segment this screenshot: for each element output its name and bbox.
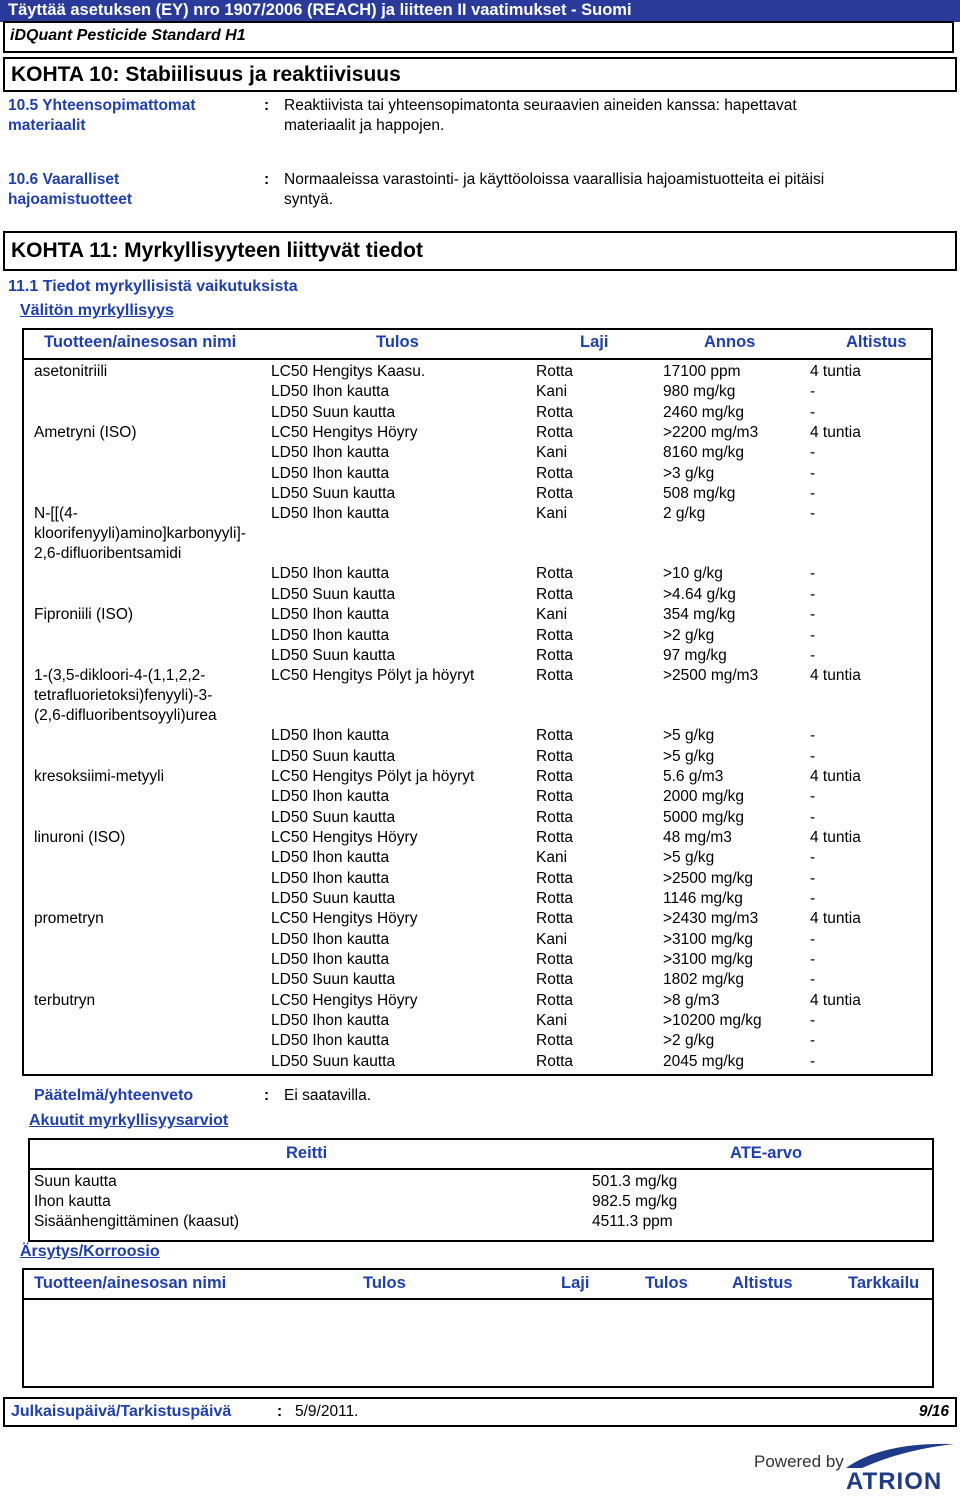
cell-tulos: LD50 Suun kautta: [271, 890, 396, 907]
cell-tulos: LD50 Ihon kautta: [271, 727, 390, 745]
ate-value: 501.3 mg/kg: [592, 1173, 678, 1190]
col-header-annos: Annos: [704, 333, 756, 351]
cell-altistus: 4 tuntia: [810, 363, 861, 380]
ate-route-list: [34, 1172, 239, 1232]
cell-annos: >2 g/kg: [663, 626, 715, 644]
cell-laji: Rotta: [536, 808, 574, 826]
cell-tulos: LD50 Suun kautta: [271, 808, 396, 826]
cell-annos: >5 g/kg: [663, 849, 715, 867]
powered-by-text: Powered by: [754, 1452, 844, 1471]
cell-laji: Rotta: [536, 565, 574, 583]
cell-tulos: LD50 Ihon kautta: [271, 1012, 390, 1030]
cell-tulos: LD50 Ihon kautta: [271, 606, 390, 624]
cell-annos: 1802 mg/kg: [663, 971, 744, 989]
cell-annos: >3100 mg/kg: [663, 951, 754, 969]
cell-laji: Kani: [536, 444, 568, 462]
section11-title: KOHTA 11: Myrkyllisyyteen liittyvät tiedot: [3, 231, 957, 271]
cell-altistus: -: [810, 849, 816, 867]
cell-annos: 2 g/kg: [663, 505, 706, 523]
cell-laji: Rotta: [536, 828, 574, 846]
s10-6-colon: :: [264, 171, 270, 188]
cell-tulos: LD50 Ihon kautta: [271, 849, 390, 867]
cell-laji: Kani: [536, 505, 568, 523]
cell-laji: Kani: [536, 1012, 568, 1030]
cell-laji: Kani: [536, 849, 568, 867]
cell-altistus: 4 tuntia: [810, 767, 861, 785]
cell-laji: Kani: [536, 930, 568, 948]
cell-laji: Rotta: [536, 464, 574, 482]
cell-laji: Rotta: [536, 646, 574, 664]
irr-header-tarkkailu: Tarkkailu: [848, 1274, 920, 1292]
substance-name-line: N-[[(4-: [34, 505, 78, 523]
cell-annos: 2000 mg/kg: [663, 788, 744, 806]
cell-altistus: 4 tuntia: [810, 667, 861, 685]
document-top-title: Täyttää asetuksen (EY) nro 1907/2006 (REACH) ja liitteen II vaatimukset - Suomi: [0, 0, 960, 22]
cell-laji: Rotta: [536, 363, 574, 380]
ate-header-route: Reitti: [286, 1144, 328, 1162]
substance-name-line: tetrafluorietoksi)fenyyli)-3-: [34, 687, 213, 705]
cell-laji: Rotta: [536, 626, 574, 644]
cell-altistus: -: [810, 585, 816, 603]
cell-laji: Rotta: [536, 951, 574, 969]
substance-name-line: (2,6-difluoribentsoyyli)urea: [34, 707, 217, 725]
cell-substance-name: [34, 991, 95, 1011]
cell-tulos: LD50 Ihon kautta: [271, 565, 390, 583]
substance-name-line: kresoksiimi-metyyli: [34, 767, 165, 785]
cell-altistus: -: [810, 403, 816, 421]
cell-altistus: -: [810, 788, 816, 806]
cell-substance-name: [34, 767, 164, 787]
cell-tulos: LD50 Ihon kautta: [271, 464, 390, 482]
cell-annos: 5.6 g/m3: [663, 767, 724, 785]
cell-altistus: -: [810, 646, 816, 664]
substance-name-line: asetonitriili: [34, 363, 108, 380]
cell-annos: 48 mg/m3: [663, 828, 732, 846]
cell-laji: Rotta: [536, 991, 574, 1009]
irr-header-altistus: Altistus: [732, 1274, 793, 1292]
col-header-laji: Laji: [580, 333, 609, 351]
cell-laji: Rotta: [536, 667, 574, 685]
ate-value: 4511.3 ppm: [592, 1213, 673, 1230]
cell-laji: Rotta: [536, 424, 574, 442]
cell-annos: >2500 mg/m3: [663, 667, 759, 685]
s11-1-subtitle: 11.1 Tiedot myrkyllisistä vaikutuksista: [8, 278, 298, 295]
cell-annos: >5 g/kg: [663, 747, 715, 765]
cell-substance-name: [34, 666, 217, 726]
cell-annos: >3 g/kg: [663, 464, 715, 482]
cell-annos: >4.64 g/kg: [663, 585, 736, 603]
cell-tulos: LD50 Ihon kautta: [271, 869, 390, 887]
cell-laji: Rotta: [536, 747, 574, 765]
section10-title: KOHTA 10: Stabiilisuus ja reaktiivisuus: [3, 57, 957, 92]
cell-altistus: -: [810, 444, 816, 462]
cell-altistus: -: [810, 626, 816, 644]
substance-name-line: prometryn: [34, 910, 104, 928]
cell-tulos: LD50 Suun kautta: [271, 646, 396, 664]
cell-tulos: LD50 Ihon kautta: [271, 788, 390, 806]
footer-date-label: Julkaisupäivä/Tarkistuspäivä: [11, 1403, 232, 1420]
cell-altistus: -: [810, 505, 816, 523]
s10-6-text: Normaaleissa varastointi- ja käyttöoloissa vaarallisia hajoamistuotteita ei pitäisi syntyä.: [284, 171, 825, 208]
cell-altistus: -: [810, 565, 816, 583]
cell-altistus: 4 tuntia: [810, 828, 861, 846]
col-header-altistus: Altistus: [846, 333, 907, 351]
footer-date: 5/9/2011.: [295, 1403, 359, 1420]
substance-name-line: kloorifenyyli)amino]karbonyyli]-: [34, 525, 246, 543]
substance-name-line: Ametryni (ISO): [34, 424, 137, 442]
cell-laji: Rotta: [536, 767, 574, 785]
product-name: iDQuant Pesticide Standard H1: [3, 21, 954, 53]
ate-route: Ihon kautta: [34, 1193, 111, 1210]
irr-header-laji: Laji: [561, 1274, 590, 1292]
cell-tulos: LD50 Suun kautta: [271, 485, 396, 503]
col-header-name: Tuotteen/ainesosan nimi: [44, 333, 237, 351]
cell-tulos: LD50 Ihon kautta: [271, 626, 390, 644]
cell-annos: >2430 mg/m3: [663, 910, 759, 928]
s10-5-text: Reaktiivista tai yhteensopimatonta seuraavien aineiden kanssa: hapettavat materiaalit ja happojen.: [284, 97, 797, 134]
s10-5-colon: :: [264, 97, 270, 114]
footer-colon: :: [277, 1403, 283, 1420]
cell-tulos: LC50 Hengitys Höyry: [271, 424, 418, 442]
conclusion-value: Ei saatavilla.: [284, 1087, 372, 1104]
cell-laji: Kani: [536, 383, 568, 401]
cell-annos: 8160 mg/kg: [663, 444, 744, 462]
ate-heading: Akuutit myrkyllisyysarviot: [29, 1112, 229, 1129]
cell-laji: Rotta: [536, 971, 574, 989]
cell-tulos: LC50 Hengitys Höyry: [271, 910, 418, 928]
ate-value-list: [592, 1172, 677, 1232]
cell-laji: Rotta: [536, 485, 574, 503]
ate-route: Sisäänhengittäminen (kaasut): [34, 1213, 240, 1230]
irr-header-name: Tuotteen/ainesosan nimi: [34, 1274, 227, 1292]
atrion-swoosh-icon: [842, 1438, 958, 1470]
cell-substance-name: [34, 605, 133, 625]
cell-altistus: -: [810, 383, 816, 401]
cell-tulos: LD50 Ihon kautta: [271, 951, 390, 969]
cell-laji: Rotta: [536, 788, 574, 806]
cell-laji: Rotta: [536, 727, 574, 745]
conclusion-colon: :: [264, 1087, 270, 1104]
cell-laji: Rotta: [536, 890, 574, 907]
substance-name-line: 2,6-difluoribentsamidi: [34, 545, 182, 563]
cell-tulos: LD50 Ihon kautta: [271, 1032, 390, 1050]
cell-altistus: -: [810, 869, 816, 887]
cell-altistus: -: [810, 1032, 816, 1050]
cell-substance-name: [34, 828, 125, 848]
cell-annos: 17100 ppm: [663, 363, 741, 380]
cell-annos: >3100 mg/kg: [663, 930, 754, 948]
cell-tulos: LD50 Ihon kautta: [271, 505, 390, 523]
cell-tulos: LC50 Hengitys Höyry: [271, 828, 418, 846]
irr-header-tulos: Tulos: [363, 1274, 406, 1292]
cell-annos: >10200 mg/kg: [663, 1012, 762, 1030]
cell-tulos: LC50 Hengitys Pölyt ja höyryt: [271, 767, 475, 785]
irritation-table-header: [22, 1268, 934, 1300]
cell-annos: >5 g/kg: [663, 727, 715, 745]
irritation-heading: Ärsytys/Korroosio: [20, 1243, 160, 1260]
cell-annos: 2460 mg/kg: [663, 403, 744, 421]
substance-name-line: Fiproniili (ISO): [34, 606, 134, 624]
ate-table-header: [28, 1138, 934, 1170]
cell-altistus: -: [810, 464, 816, 482]
s10-5-label: 10.5 Yhteensopimattomat materiaalit: [8, 97, 196, 134]
cell-tulos: LC50 Hengitys Höyry: [271, 991, 418, 1009]
cell-annos: 97 mg/kg: [663, 646, 727, 664]
cell-annos: >8 g/m3: [663, 991, 720, 1009]
irr-header-tulos-2: Tulos: [645, 1274, 688, 1292]
cell-annos: >2500 mg/kg: [663, 869, 754, 887]
cell-altistus: -: [810, 890, 816, 907]
ate-value: 982.5 mg/kg: [592, 1193, 678, 1210]
cell-laji: Rotta: [536, 403, 574, 421]
cell-annos: 980 mg/kg: [663, 383, 736, 401]
acute-table-header: [22, 328, 933, 360]
cell-altistus: -: [810, 1012, 816, 1030]
page-footer: [3, 1397, 957, 1427]
substance-name-line: terbutryn: [34, 991, 96, 1009]
col-header-tulos: Tulos: [376, 333, 419, 351]
cell-annos: 508 mg/kg: [663, 485, 736, 503]
cell-altistus: -: [810, 971, 816, 989]
cell-annos: 2045 mg/kg: [663, 1052, 744, 1070]
cell-substance-name: [34, 504, 246, 564]
cell-altistus: -: [810, 485, 816, 503]
conclusion-label: Päätelmä/yhteenveto: [34, 1087, 194, 1104]
cell-laji: Kani: [536, 606, 568, 624]
page-number: 9/16: [918, 1403, 949, 1420]
cell-annos: 354 mg/kg: [663, 606, 736, 624]
cell-tulos: LD50 Suun kautta: [271, 403, 396, 421]
cell-altistus: -: [810, 727, 816, 745]
ate-header-value: ATE-arvo: [730, 1144, 803, 1162]
cell-altistus: -: [810, 606, 816, 624]
substance-name-line: linuroni (ISO): [34, 828, 126, 846]
cell-laji: Rotta: [536, 585, 574, 603]
ate-route: Suun kautta: [34, 1173, 117, 1190]
cell-altistus: -: [810, 930, 816, 948]
cell-laji: Rotta: [536, 1052, 574, 1070]
cell-annos: >2200 mg/m3: [663, 424, 759, 442]
cell-substance-name: [34, 362, 107, 382]
cell-altistus: -: [810, 1052, 816, 1070]
cell-laji: Rotta: [536, 1032, 574, 1050]
cell-tulos: LD50 Ihon kautta: [271, 444, 390, 462]
cell-tulos: LD50 Ihon kautta: [271, 930, 390, 948]
atrion-logo-text: ATRION: [846, 1468, 943, 1495]
substance-name-line: 1-(3,5-dikloori-4-(1,1,2,2-: [34, 667, 206, 685]
cell-laji: Rotta: [536, 869, 574, 887]
cell-altistus: 4 tuntia: [810, 424, 861, 442]
s10-6-label: 10.6 Vaaralliset hajoamistuotteet: [8, 171, 133, 208]
cell-tulos: LC50 Hengitys Kaasu.: [271, 363, 426, 380]
cell-altistus: -: [810, 951, 816, 969]
cell-tulos: LD50 Suun kautta: [271, 747, 396, 765]
cell-tulos: LD50 Suun kautta: [271, 971, 396, 989]
cell-tulos: LD50 Ihon kautta: [271, 383, 390, 401]
cell-annos: 5000 mg/kg: [663, 808, 744, 826]
cell-tulos: LC50 Hengitys Pölyt ja höyryt: [271, 667, 475, 685]
cell-substance-name: [34, 423, 136, 443]
cell-laji: Rotta: [536, 910, 574, 928]
cell-annos: >2 g/kg: [663, 1032, 715, 1050]
cell-substance-name: [34, 909, 104, 929]
cell-annos: >10 g/kg: [663, 565, 723, 583]
acute-toxicity-heading: Välitön myrkyllisyys: [20, 302, 174, 319]
cell-tulos: LD50 Suun kautta: [271, 585, 396, 603]
cell-annos: 1146 mg/kg: [663, 890, 743, 907]
cell-altistus: 4 tuntia: [810, 991, 861, 1009]
cell-altistus: -: [810, 808, 816, 826]
cell-altistus: 4 tuntia: [810, 910, 861, 928]
cell-altistus: -: [810, 747, 816, 765]
cell-tulos: LD50 Suun kautta: [271, 1052, 396, 1070]
